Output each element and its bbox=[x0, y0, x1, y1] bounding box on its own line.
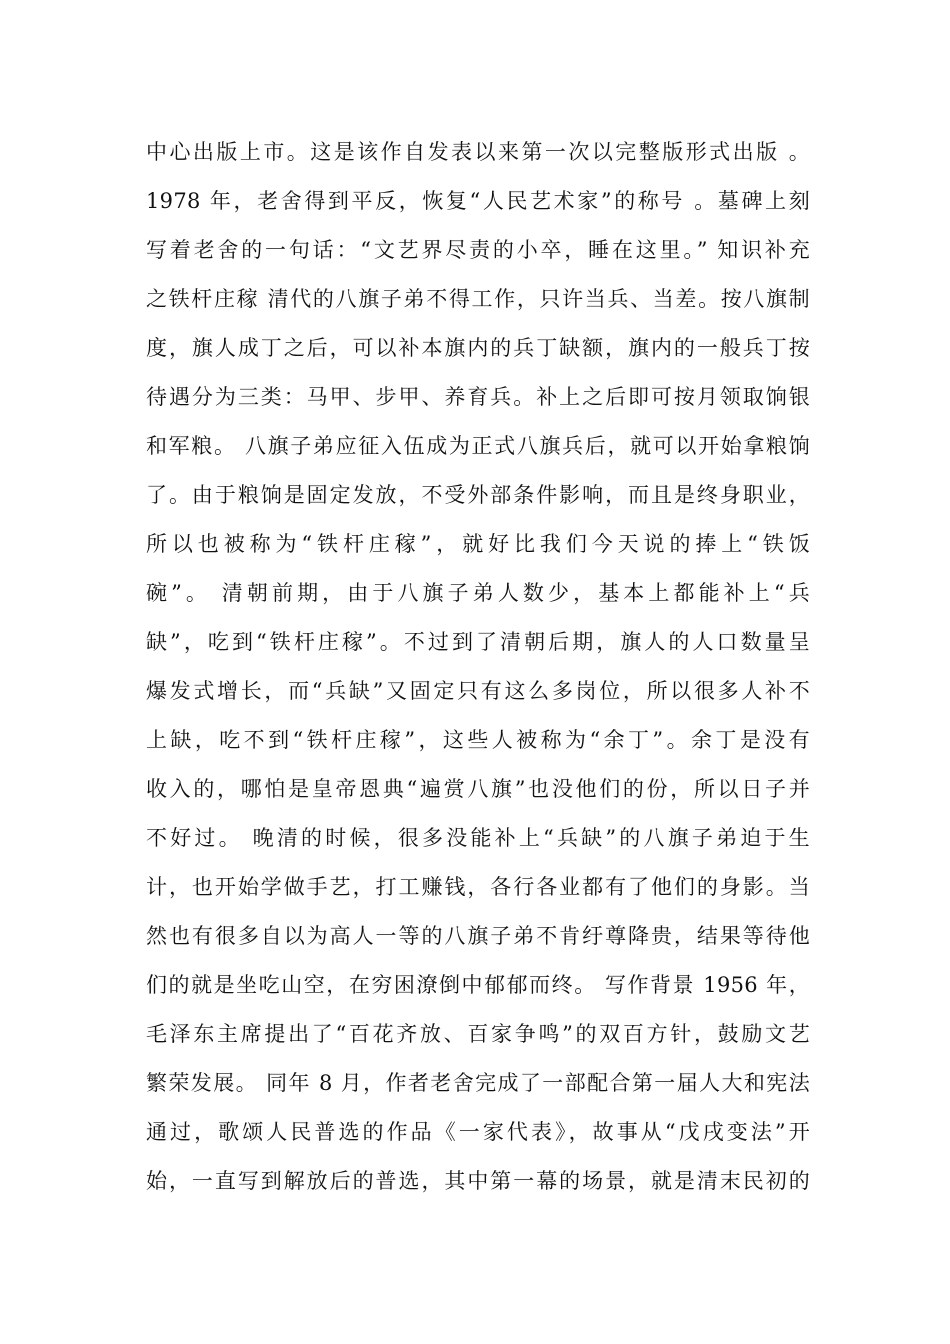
text-line: 毛泽东主席提出了“百花齐放、百家争鸣”的双百方针，鼓励文艺 bbox=[146, 1022, 810, 1046]
text-line: 收入的，哪怕是皇帝恩典“遍赏八旗”也没他们的份，所以日子并 bbox=[146, 777, 810, 801]
text-line: 之铁杆庄稼 清代的八旗子弟不得工作，只许当兵、当差。按八旗制 bbox=[146, 287, 810, 311]
text-line: 繁荣发展。 同年 8 月，作者老舍完成了一部配合第一届人大和宪法 bbox=[146, 1071, 810, 1095]
text-line: 了。由于粮饷是固定发放，不受外部条件影响，而且是终身职业， bbox=[146, 483, 810, 507]
body-text bbox=[146, 128, 810, 1206]
text-line: 通过，歌颂人民普选的作品《一家代表》，故事从“戊戌变法”开 bbox=[146, 1120, 810, 1144]
text-line: 和军粮。 八旗子弟应征入伍成为正式八旗兵后，就可以开始拿粮饷 bbox=[146, 434, 810, 458]
text-line: 缺”，吃到“铁杆庄稼”。不过到了清朝后期，旗人的人口数量呈 bbox=[146, 630, 810, 654]
text-line: 上缺，吃不到“铁杆庄稼”，这些人被称为“余丁”。余丁是没有 bbox=[146, 728, 810, 752]
text-line: 所以也被称为“铁杆庄稼”，就好比我们今天说的捧上“铁饭 bbox=[146, 532, 810, 556]
text-line: 计，也开始学做手艺，打工赚钱，各行各业都有了他们的身影。当 bbox=[146, 875, 810, 899]
text-line: 然也有很多自以为高人一等的八旗子弟不肯纡尊降贵，结果等待他 bbox=[146, 924, 810, 948]
text-line: 不好过。 晚清的时候，很多没能补上“兵缺”的八旗子弟迫于生 bbox=[146, 826, 810, 850]
text-line: 始，一直写到解放后的普选，其中第一幕的场景，就是清末民初的 bbox=[146, 1169, 810, 1193]
text-line: 爆发式增长，而“兵缺”又固定只有这么多岗位，所以很多人补不 bbox=[146, 679, 810, 703]
text-line: 1978 年，老舍得到平反，恢复“人民艺术家”的称号 。墓碑上刻 bbox=[146, 189, 810, 213]
text-line: 待遇分为三类：马甲、步甲、养育兵。补上之后即可按月领取饷银 bbox=[146, 385, 810, 409]
text-line: 中心出版上市。这是该作自发表以来第一次以完整版形式出版 。 bbox=[146, 140, 810, 164]
text-line: 们的就是坐吃山空，在穷困潦倒中郁郁而终。 写作背景 1956 年， bbox=[146, 973, 810, 997]
text-line: 写着老舍的一句话：“文艺界尽责的小卒，睡在这里。” 知识补充 bbox=[146, 238, 810, 262]
text-line: 度，旗人成丁之后，可以补本旗内的兵丁缺额，旗内的一般兵丁按 bbox=[146, 336, 810, 360]
text-line: 碗”。 清朝前期，由于八旗子弟人数少，基本上都能补上“兵 bbox=[146, 581, 810, 605]
